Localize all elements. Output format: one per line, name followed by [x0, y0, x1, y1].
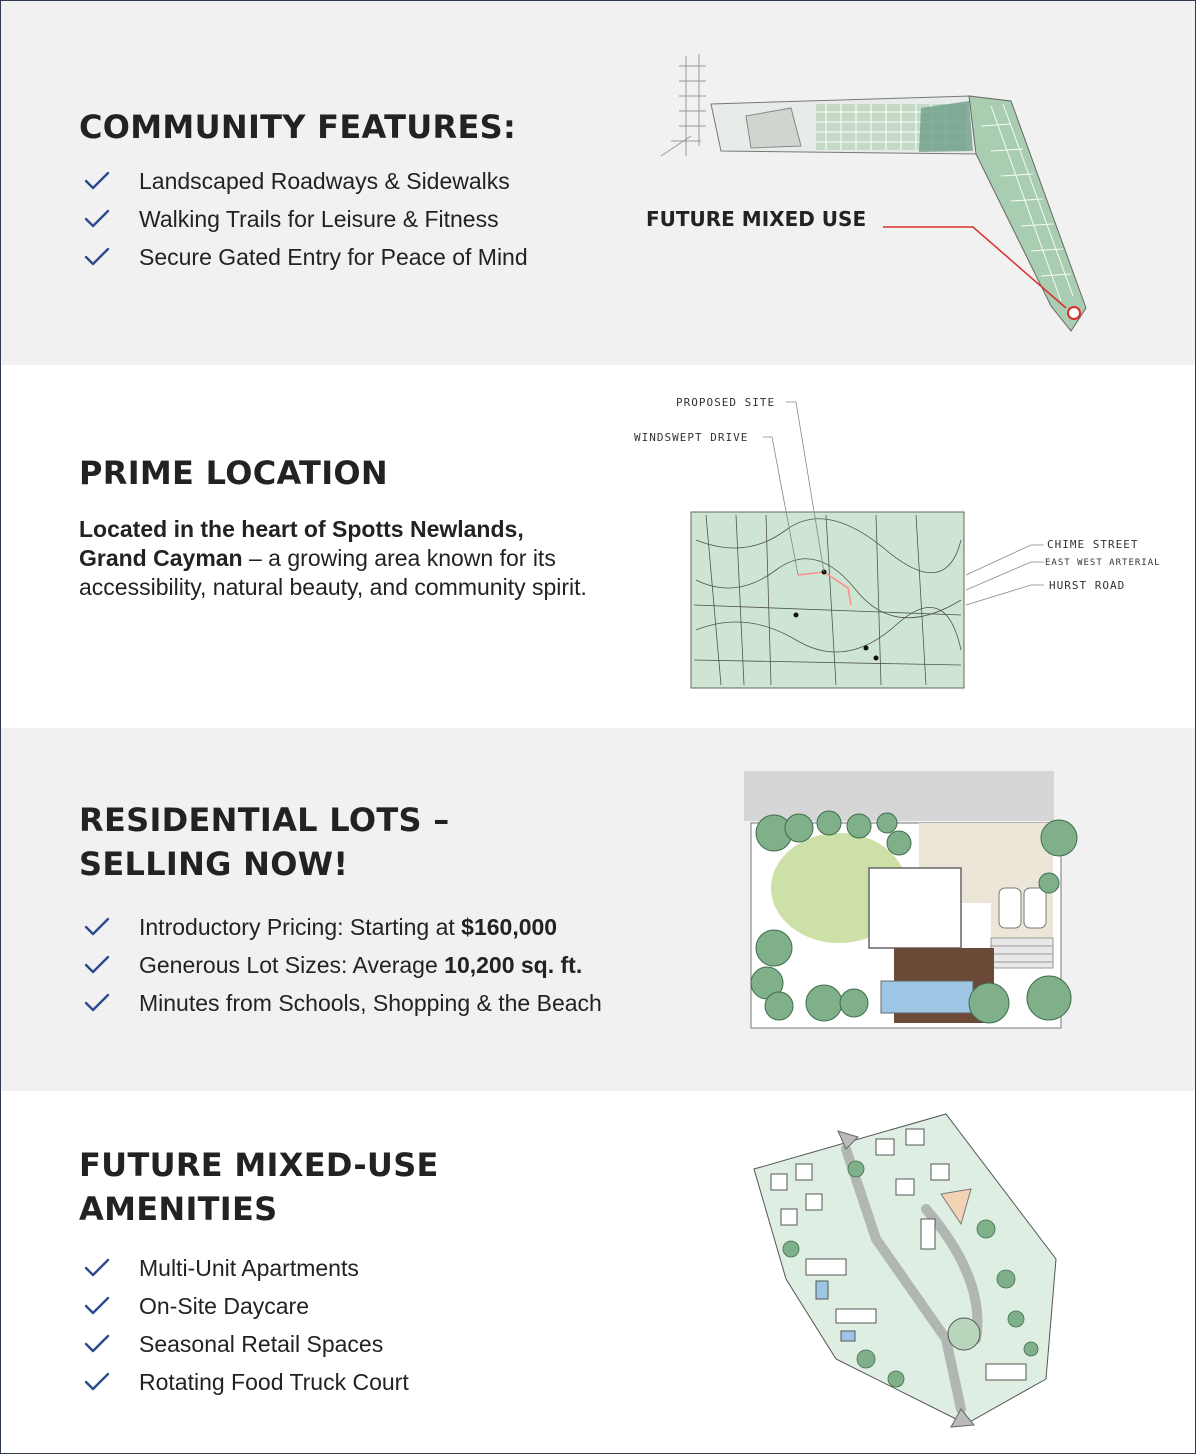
site-plan-illustration	[651, 46, 1101, 346]
list-item-text: Seasonal Retail Spaces	[139, 1331, 384, 1357]
list-item-text: Minutes from Schools, Shopping & the Beach	[139, 990, 602, 1016]
list-item	[83, 1287, 409, 1325]
location-description	[79, 515, 639, 602]
mixed-use-plan-illustration	[746, 1109, 1076, 1439]
list-item-text: Landscaped Roadways & Sidewalks	[139, 168, 510, 194]
future-amenities-section	[1, 1091, 1195, 1453]
residential-lots-list	[83, 908, 602, 1022]
future-amenities-heading-line2: AMENITIES	[79, 1190, 278, 1228]
prime-location-section	[1, 365, 1195, 728]
residential-lots-heading	[79, 798, 450, 886]
future-amenities-list	[83, 1249, 409, 1401]
list-item-bold: 10,200 sq. ft.	[444, 952, 583, 978]
list-item	[83, 1249, 409, 1287]
future-amenities-heading	[79, 1143, 439, 1231]
location-bold-lead-1: Located in the heart of Spotts Newlands,	[79, 516, 524, 542]
east-west-arterial-label: EAST WEST ARTERIAL	[1045, 558, 1161, 568]
list-item-text: Rotating Food Truck Court	[139, 1369, 409, 1395]
list-item-text: Generous Lot Sizes: Average	[139, 952, 445, 978]
check-icon	[83, 1332, 111, 1356]
check-icon	[83, 207, 111, 231]
check-icon	[83, 953, 111, 977]
list-item	[83, 908, 602, 946]
location-description-text: – a growing area known for its accessibility, natural beauty, and community spirit.	[79, 545, 587, 600]
list-item	[83, 238, 528, 276]
list-item-text: Walking Trails for Leisure & Fitness	[139, 206, 499, 232]
list-item-text: Secure Gated Entry for Peace of Mind	[139, 244, 528, 270]
residential-lots-heading-line1: RESIDENTIAL LOTS –	[79, 801, 450, 839]
list-item-text: On-Site Daycare	[139, 1293, 310, 1319]
residential-lots-heading-line2: SELLING NOW!	[79, 845, 349, 883]
check-icon	[83, 991, 111, 1015]
residential-lots-section	[1, 728, 1195, 1091]
check-icon	[83, 245, 111, 269]
future-mixed-use-tag: FUTURE MIXED USE	[646, 207, 867, 231]
list-item-text: Multi-Unit Apartments	[139, 1255, 359, 1281]
location-map-illustration	[626, 390, 1171, 695]
check-icon	[83, 1294, 111, 1318]
list-item-bold: $160,000	[461, 914, 558, 940]
future-amenities-heading-line1: FUTURE MIXED-USE	[79, 1146, 439, 1184]
list-item	[83, 162, 528, 200]
community-features-heading: COMMUNITY FEATURES:	[79, 108, 517, 146]
list-item	[83, 946, 602, 984]
list-item	[83, 1363, 409, 1401]
proposed-site-label: PROPOSED SITE	[676, 396, 776, 409]
check-icon	[83, 1256, 111, 1280]
list-item-text: Introductory Pricing: Starting at	[139, 914, 462, 940]
check-icon	[83, 915, 111, 939]
list-item	[83, 984, 602, 1022]
hurst-road-label: HURST ROAD	[1049, 579, 1126, 592]
location-bold-lead-2: Grand Cayman	[79, 545, 243, 571]
list-item	[83, 200, 528, 238]
windswept-drive-label: WINDSWEPT DRIVE	[634, 431, 749, 444]
lot-plan-illustration	[729, 768, 1089, 1038]
community-features-list	[83, 162, 528, 276]
chime-street-label: CHIME STREET	[1047, 538, 1139, 551]
check-icon	[83, 1370, 111, 1394]
list-item	[83, 1325, 409, 1363]
community-features-section	[1, 1, 1195, 365]
check-icon	[83, 169, 111, 193]
prime-location-heading: PRIME LOCATION	[79, 454, 388, 492]
